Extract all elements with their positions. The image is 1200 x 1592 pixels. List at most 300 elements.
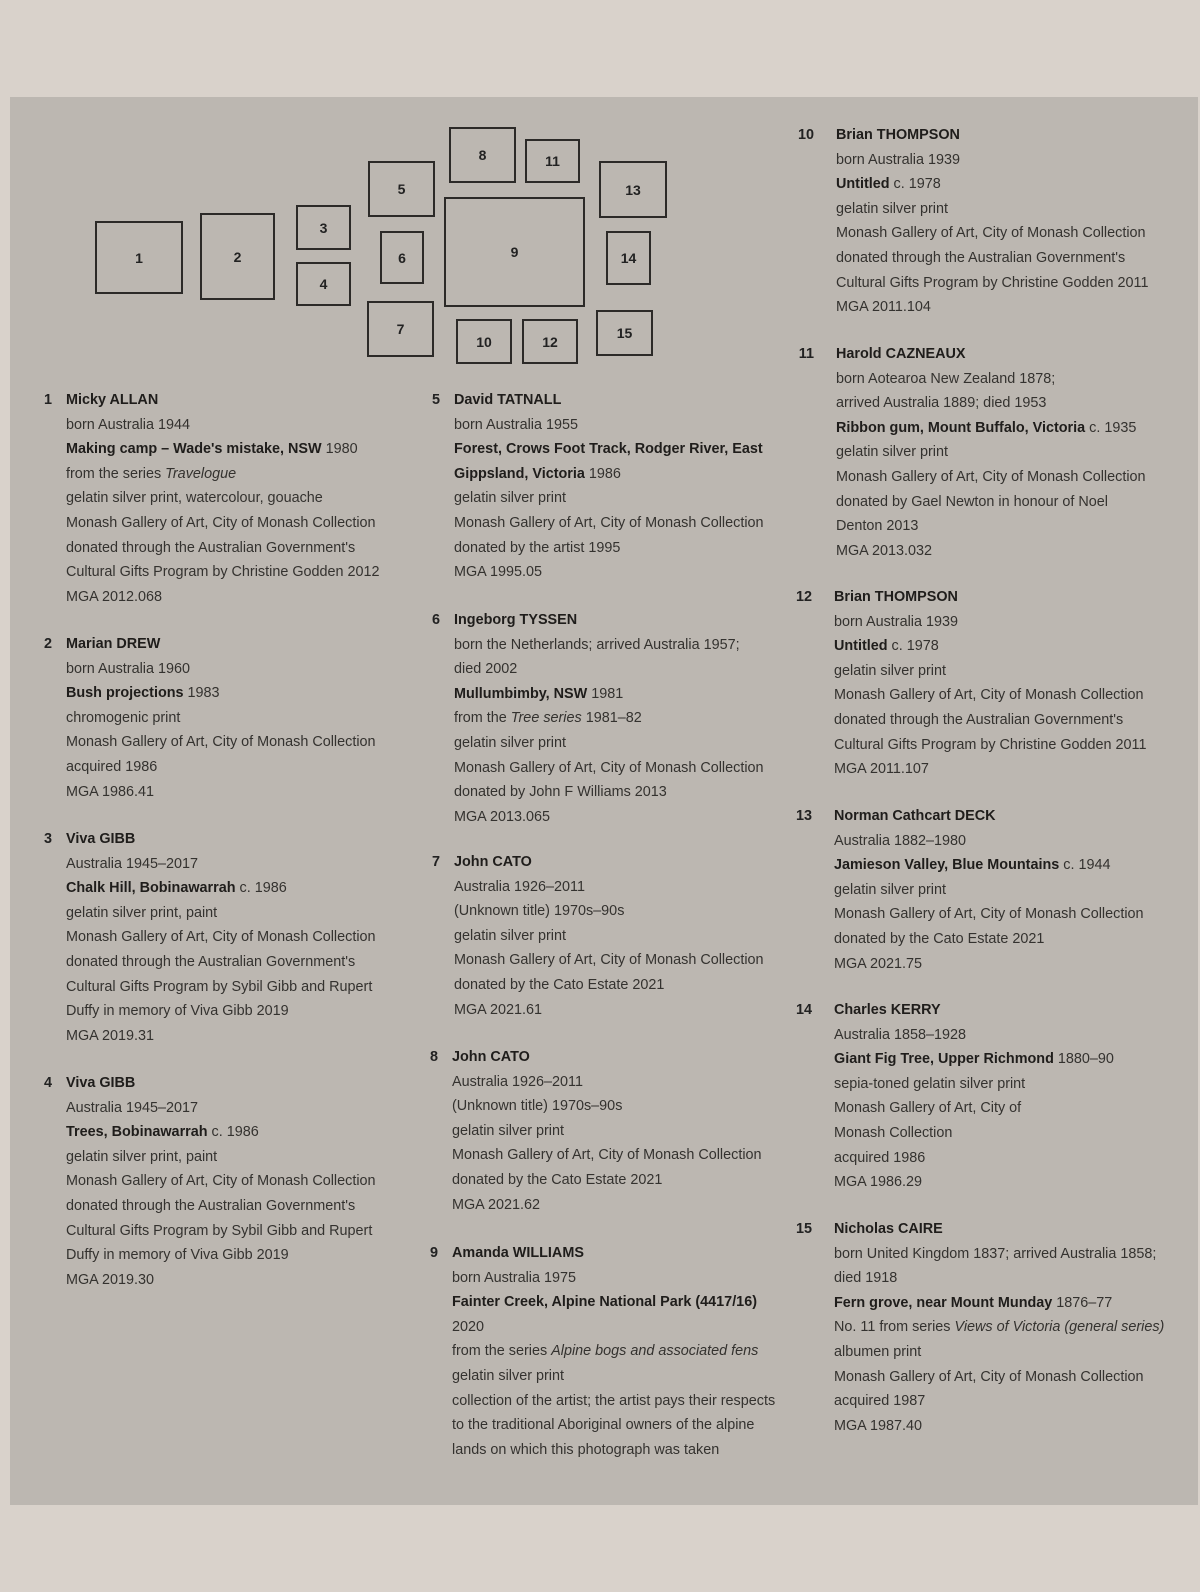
- caption-text: gelatin silver print: [836, 200, 948, 217]
- caption-line: [836, 539, 1146, 564]
- caption-text: c. 1978: [887, 638, 939, 655]
- frame-11: [525, 139, 580, 183]
- frame-7: [367, 301, 434, 357]
- caption-text: Monash Gallery of Art, City of Monash Collection: [454, 759, 764, 776]
- caption-line: [834, 927, 1144, 952]
- frame-2: [200, 213, 275, 300]
- caption-line: [454, 948, 764, 973]
- caption-line: [66, 755, 376, 780]
- caption-line: [836, 416, 1146, 441]
- caption-text: Monash Gallery of Art, City of Monash Collection: [66, 734, 376, 751]
- caption-number: 13: [795, 808, 812, 824]
- caption-line: [834, 683, 1146, 708]
- caption-line: [454, 875, 764, 900]
- caption-text: lands on which this photograph was taken: [452, 1441, 720, 1458]
- frame-number: 13: [625, 181, 641, 198]
- frame-number: 9: [510, 244, 519, 260]
- caption-text: acquired 1986: [834, 1149, 926, 1166]
- caption-line: [836, 490, 1146, 515]
- caption-line: [452, 1290, 775, 1315]
- caption-line: [66, 681, 376, 706]
- caption-line: [452, 1168, 762, 1193]
- caption-line: [66, 852, 376, 877]
- artist-line: [836, 123, 1148, 148]
- caption-line: [66, 1268, 376, 1293]
- caption-text: c. 1986: [235, 880, 287, 897]
- caption-text: from the series: [452, 1343, 552, 1360]
- caption-line: [66, 975, 376, 1000]
- work-title: Gippsland, Victoria: [454, 465, 585, 482]
- caption-line: [834, 634, 1146, 659]
- caption-text: Monash Gallery of Art, City of Monash Collection: [66, 1173, 376, 1190]
- caption-line: [834, 1096, 1114, 1121]
- frame-10: [456, 319, 512, 364]
- frame-15: [596, 310, 653, 356]
- artist-line: [834, 998, 1114, 1023]
- artist-line: [66, 388, 380, 413]
- caption-line: [454, 657, 764, 682]
- work-title: Jamieson Valley, Blue Mountains: [834, 857, 1060, 874]
- caption-line: [834, 1242, 1164, 1267]
- caption-line: [452, 1070, 762, 1095]
- caption-text: MGA 1986.29: [834, 1174, 923, 1191]
- caption-line: [454, 536, 764, 561]
- caption-line: [834, 1315, 1164, 1340]
- artist-name: Harold CAZNEAUX: [836, 346, 966, 362]
- caption-text: from the series: [66, 465, 166, 482]
- caption-text: c. 1944: [1059, 857, 1111, 874]
- caption-text: MGA 2021.62: [452, 1196, 541, 1213]
- caption-text: arrived Australia 1889; died 1953: [836, 395, 1047, 412]
- caption-line: [836, 172, 1148, 197]
- caption-number: 7: [431, 854, 440, 870]
- work-title: Untitled: [834, 638, 888, 655]
- frame-1: [95, 221, 183, 294]
- caption-number: 11: [798, 346, 814, 362]
- caption-text: Cultural Gifts Program by Christine Godden 2011: [834, 736, 1147, 753]
- caption-line: [66, 560, 380, 585]
- caption-line: [834, 853, 1144, 878]
- caption-line: [454, 924, 764, 949]
- caption-number: 12: [795, 589, 812, 605]
- caption-text: Monash Gallery of Art, City of Monash Collection: [454, 514, 764, 531]
- frame-9: [444, 197, 585, 307]
- work-title: Fainter Creek, Alpine National Park (4417/16): [452, 1294, 757, 1311]
- artist-name: Viva GIBB: [66, 831, 136, 847]
- caption-text: acquired 1987: [834, 1393, 926, 1410]
- caption-text: donated through the Australian Government's: [834, 711, 1124, 728]
- artist-name: John CATO: [454, 854, 532, 870]
- caption-line: [66, 657, 376, 682]
- artist-name: Brian THOMPSON: [834, 589, 958, 605]
- frame-number: 8: [478, 147, 487, 163]
- caption-text: c. 1935: [1085, 419, 1137, 436]
- caption-text: Monash Gallery of Art, City of Monash Collection: [66, 514, 376, 531]
- artist-name: John CATO: [452, 1049, 530, 1065]
- caption-line: [834, 1047, 1114, 1072]
- caption-line: [834, 1266, 1164, 1291]
- caption-line: [454, 462, 764, 487]
- caption-line: [66, 486, 380, 511]
- work-title: Forest, Crows Foot Track, Rodger River, East: [454, 441, 763, 458]
- caption-line: [66, 536, 380, 561]
- caption-text: (Unknown title) 1970s–90s: [454, 903, 625, 920]
- caption-line: [834, 1389, 1164, 1414]
- caption-text: MGA 2013.065: [454, 808, 551, 825]
- caption-line: [452, 1413, 775, 1438]
- caption-line: [66, 1194, 376, 1219]
- caption-line: [452, 1315, 775, 1340]
- artist-name: Micky ALLAN: [66, 392, 159, 408]
- caption-text: collection of the artist; the artist pays their respects: [452, 1392, 776, 1409]
- work-title: Chalk Hill, Bobinawarrah: [66, 880, 236, 897]
- frame-4: [296, 262, 351, 306]
- caption-line: [836, 440, 1146, 465]
- caption-text: MGA 1987.40: [834, 1417, 923, 1434]
- artist-name: David TATNALL: [454, 392, 562, 408]
- caption-text: gelatin silver print, paint: [66, 1148, 218, 1165]
- caption-line: [66, 730, 376, 755]
- artist-name: Viva GIBB: [66, 1075, 136, 1091]
- frame-number: 2: [233, 248, 242, 265]
- caption-line: [834, 1340, 1164, 1365]
- caption-line: [66, 585, 380, 610]
- caption-line: [452, 1389, 775, 1414]
- caption-line: [66, 462, 380, 487]
- caption-text: MGA 2012.068: [66, 588, 163, 605]
- caption-text: donated by the Cato Estate 2021: [452, 1171, 663, 1188]
- caption-text: Australia 1945–2017: [66, 855, 199, 872]
- work-title: Bush projections: [66, 685, 184, 702]
- caption-number: 10: [797, 127, 814, 143]
- caption-line: [834, 610, 1146, 635]
- caption-line: [454, 486, 764, 511]
- caption-line: [66, 901, 376, 926]
- artist-name: Brian THOMPSON: [836, 127, 960, 143]
- caption-line: [834, 733, 1146, 758]
- caption-line: [66, 413, 380, 438]
- caption-text: gelatin silver print, watercolour, gouache: [66, 490, 323, 507]
- caption-text: MGA 2021.75: [834, 955, 923, 972]
- caption-line: [836, 197, 1148, 222]
- frame-3: [296, 205, 351, 250]
- caption-text: born Australia 1944: [66, 416, 191, 433]
- caption-text: donated through the Australian Government's: [66, 1197, 356, 1214]
- caption-text: c. 1978: [889, 176, 941, 193]
- frame-14: [606, 231, 651, 285]
- caption-text: albumen print: [834, 1343, 922, 1360]
- frame-5: [368, 161, 435, 217]
- caption-text: Monash Gallery of Art, City of Monash Collection: [836, 225, 1146, 242]
- caption-text: Australia 1858–1928: [834, 1026, 967, 1043]
- caption-text: born Australia 1975: [452, 1269, 577, 1286]
- series-title: Travelogue: [165, 465, 237, 482]
- work-title: Giant Fig Tree, Upper Richmond: [834, 1051, 1054, 1068]
- caption-text: died 1918: [834, 1270, 898, 1287]
- artist-name: Norman Cathcart DECK: [834, 808, 996, 824]
- caption-text: MGA 2011.107: [834, 761, 929, 778]
- caption-line: [454, 633, 764, 658]
- caption-line: [454, 437, 764, 462]
- caption-text: Monash Gallery of Art, City of Monash Collection: [834, 687, 1144, 704]
- frame-number: 11: [545, 153, 560, 169]
- caption-line: [836, 391, 1146, 416]
- caption-text: 2020: [452, 1318, 485, 1335]
- work-title: Ribbon gum, Mount Buffalo, Victoria: [836, 419, 1086, 436]
- caption-line: [836, 367, 1146, 392]
- caption-text: Denton 2013: [836, 518, 919, 535]
- caption-line: [834, 1023, 1114, 1048]
- caption-line: [66, 437, 380, 462]
- caption-line: [834, 1414, 1164, 1439]
- series-title: Views of Victoria (general series): [954, 1319, 1165, 1336]
- artist-line: [454, 608, 764, 633]
- caption-line: [452, 1266, 775, 1291]
- caption-line: [452, 1119, 762, 1144]
- artist-name: Ingeborg TYSSEN: [454, 612, 578, 628]
- caption-line: [452, 1094, 762, 1119]
- frame-number: 10: [476, 333, 492, 350]
- frame-number: 14: [620, 250, 637, 266]
- caption-line: [454, 756, 764, 781]
- caption-line: [836, 514, 1146, 539]
- caption-line: [836, 295, 1148, 320]
- caption-text: gelatin silver print: [454, 490, 566, 507]
- caption-text: born United Kingdom 1837; arrived Australia 1858;: [834, 1245, 1157, 1262]
- caption-text: born Australia 1955: [454, 416, 579, 433]
- caption-text: Monash Collection: [834, 1124, 953, 1141]
- caption-line: [452, 1438, 775, 1463]
- caption-line: [836, 271, 1148, 296]
- frame-number: 1: [135, 249, 143, 266]
- caption-text: Monash Gallery of Art, City of Monash Collection: [66, 929, 376, 946]
- work-title: Trees, Bobinawarrah: [66, 1124, 208, 1141]
- caption-text: MGA 2019.31: [66, 1027, 155, 1044]
- caption-line: [454, 998, 764, 1023]
- caption-text: donated by John F Williams 2013: [454, 784, 667, 801]
- artist-line: [66, 827, 376, 852]
- caption-text: No. 11 from series: [834, 1319, 955, 1336]
- frame-number: 15: [616, 325, 633, 341]
- artist-line: [452, 1241, 775, 1266]
- caption-line: [834, 757, 1146, 782]
- caption-line: [66, 925, 376, 950]
- caption-text: donated through the Australian Government's: [66, 953, 356, 970]
- caption-text: gelatin silver print: [454, 734, 566, 751]
- frame-number: 3: [319, 219, 328, 236]
- caption-text: Duffy in memory of Viva Gibb 2019: [66, 1003, 289, 1020]
- caption-line: [454, 973, 764, 998]
- caption-line: [454, 413, 764, 438]
- caption-line: [834, 1365, 1164, 1390]
- caption-number: 3: [43, 831, 52, 847]
- caption-line: [66, 511, 380, 536]
- caption-text: Monash Gallery of Art, City of Monash Collection: [836, 468, 1146, 485]
- artist-line: [66, 632, 376, 657]
- caption-number: 2: [43, 636, 52, 652]
- caption-text: donated by the Cato Estate 2021: [454, 976, 665, 993]
- artist-line: [452, 1045, 762, 1070]
- caption-line: [452, 1193, 762, 1218]
- caption-text: Cultural Gifts Program by Christine Godden 2011: [836, 274, 1149, 291]
- caption-line: [66, 1096, 376, 1121]
- caption-line: [836, 148, 1148, 173]
- caption-text: gelatin silver print: [834, 881, 946, 898]
- caption-line: [454, 682, 764, 707]
- caption-text: died 2002: [454, 661, 518, 678]
- caption-line: [834, 659, 1146, 684]
- caption-line: [834, 1170, 1114, 1195]
- caption-line: [66, 1169, 376, 1194]
- series-title: Tree series: [510, 710, 582, 727]
- caption-line: [454, 706, 764, 731]
- caption-text: Australia 1926–2011: [452, 1073, 583, 1090]
- caption-text: MGA 2013.032: [836, 542, 933, 559]
- caption-text: Duffy in memory of Viva Gibb 2019: [66, 1247, 289, 1264]
- caption-line: [834, 1121, 1114, 1146]
- caption-text: Monash Gallery of Art, City of: [834, 1100, 1022, 1117]
- work-title: Fern grove, near Mount Munday: [834, 1294, 1053, 1311]
- caption-line: [454, 805, 764, 830]
- artist-line: [66, 1071, 376, 1096]
- caption-line: [834, 902, 1144, 927]
- caption-text: MGA 1986.41: [66, 783, 155, 800]
- caption-number: 5: [431, 392, 440, 408]
- caption-line: [836, 465, 1146, 490]
- caption-line: [66, 876, 376, 901]
- work-title: Untitled: [836, 176, 890, 193]
- caption-line: [836, 221, 1148, 246]
- caption-text: Monash Gallery of Art, City of Monash Collection: [454, 952, 764, 969]
- caption-line: [66, 1024, 376, 1049]
- caption-text: sepia-toned gelatin silver print: [834, 1075, 1026, 1092]
- caption-text: to the traditional Aboriginal owners of the alpine: [452, 1417, 755, 1434]
- frame-8: [449, 127, 516, 183]
- frame-number: 5: [397, 181, 406, 197]
- caption-number: 15: [795, 1221, 812, 1237]
- caption-text: Cultural Gifts Program by Sybil Gibb and Rupert: [66, 1222, 373, 1239]
- caption-text: Cultural Gifts Program by Sybil Gibb and Rupert: [66, 978, 373, 995]
- caption-line: [834, 1146, 1114, 1171]
- caption-number: 1: [43, 392, 52, 408]
- caption-text: Monash Gallery of Art, City of Monash Collection: [834, 906, 1144, 923]
- caption-text: gelatin silver print: [836, 444, 948, 461]
- caption-text: Australia 1926–2011: [454, 878, 585, 895]
- caption-text: Monash Gallery of Art, City of Monash Collection: [452, 1147, 762, 1164]
- caption-text: 1880–90: [1053, 1051, 1114, 1068]
- caption-text: gelatin silver print: [452, 1367, 564, 1384]
- caption-text: born Australia 1939: [834, 613, 959, 630]
- caption-text: Monash Gallery of Art, City of Monash Collection: [834, 1368, 1144, 1385]
- caption-line: [454, 780, 764, 805]
- caption-line: [66, 1243, 376, 1268]
- frame-13: [599, 161, 667, 218]
- caption-text: donated through the Australian Government's: [66, 539, 356, 556]
- frame-number: 7: [396, 321, 405, 337]
- caption-line: [454, 899, 764, 924]
- caption-text: MGA 2011.104: [836, 299, 931, 316]
- caption-line: [834, 829, 1144, 854]
- caption-text: MGA 1995.05: [454, 564, 543, 581]
- caption-text: donated by the Cato Estate 2021: [834, 930, 1045, 947]
- caption-text: born Australia 1960: [66, 660, 191, 677]
- caption-text: donated by the artist 1995: [454, 539, 621, 556]
- caption-text: 1986: [584, 465, 621, 482]
- caption-text: chromogenic print: [66, 709, 181, 726]
- caption-line: [452, 1364, 775, 1389]
- caption-text: donated by Gael Newton in honour of Noel: [836, 493, 1109, 510]
- caption-line: [834, 708, 1146, 733]
- artist-line: [454, 850, 764, 875]
- caption-text: Australia 1945–2017: [66, 1099, 199, 1116]
- frame-number: 12: [542, 333, 558, 350]
- caption-text: (Unknown title) 1970s–90s: [452, 1098, 623, 1115]
- caption-line: [834, 1291, 1164, 1316]
- artist-line: [834, 1217, 1164, 1242]
- caption-line: [66, 999, 376, 1024]
- work-title: Mullumbimby, NSW: [454, 685, 588, 702]
- caption-text: 1981–82: [581, 710, 642, 727]
- caption-line: [454, 560, 764, 585]
- artist-line: [454, 388, 764, 413]
- caption-line: [66, 1219, 376, 1244]
- caption-line: [452, 1143, 762, 1168]
- caption-text: gelatin silver print: [834, 662, 946, 679]
- caption-text: MGA 2021.61: [454, 1001, 543, 1018]
- caption-text: 1981: [587, 685, 624, 702]
- artist-name: Marian DREW: [66, 636, 161, 652]
- caption-number: 8: [429, 1049, 438, 1065]
- caption-text: acquired 1986: [66, 758, 158, 775]
- caption-line: [834, 878, 1144, 903]
- caption-line: [66, 706, 376, 731]
- frame-number: 6: [398, 249, 406, 266]
- frame-6: [380, 231, 424, 284]
- artist-name: Amanda WILLIAMS: [452, 1245, 584, 1261]
- caption-line: [834, 1072, 1114, 1097]
- caption-text: Australia 1882–1980: [834, 832, 967, 849]
- caption-text: gelatin silver print: [452, 1122, 564, 1139]
- frame-number: 4: [319, 276, 328, 292]
- caption-text: from the: [454, 710, 511, 727]
- caption-number: 9: [429, 1245, 438, 1261]
- frame-12: [522, 319, 578, 364]
- caption-number: 6: [431, 612, 440, 628]
- caption-text: gelatin silver print: [454, 927, 566, 944]
- caption-text: 1983: [183, 685, 220, 702]
- caption-text: born Australia 1939: [836, 151, 961, 168]
- caption-line: [836, 246, 1148, 271]
- caption-line: [834, 952, 1144, 977]
- caption-text: donated through the Australian Government's: [836, 249, 1126, 266]
- caption-text: gelatin silver print, paint: [66, 904, 218, 921]
- caption-text: born the Netherlands; arrived Australia 1957;: [454, 636, 740, 653]
- work-title: Making camp – Wade's mistake, NSW: [66, 441, 322, 458]
- artist-line: [836, 342, 1146, 367]
- caption-line: [454, 511, 764, 536]
- caption-text: Cultural Gifts Program by Christine Godden 2012: [66, 564, 380, 581]
- caption-line: [452, 1339, 775, 1364]
- caption-number: 4: [43, 1075, 52, 1091]
- caption-line: [66, 780, 376, 805]
- artist-name: Nicholas CAIRE: [834, 1221, 943, 1237]
- caption-line: [66, 1145, 376, 1170]
- caption-text: MGA 2019.30: [66, 1271, 155, 1288]
- caption-text: 1876–77: [1052, 1294, 1113, 1311]
- caption-line: [66, 1120, 376, 1145]
- caption-text: born Aotearoa New Zealand 1878;: [836, 370, 1056, 387]
- artist-name: Charles KERRY: [834, 1002, 941, 1018]
